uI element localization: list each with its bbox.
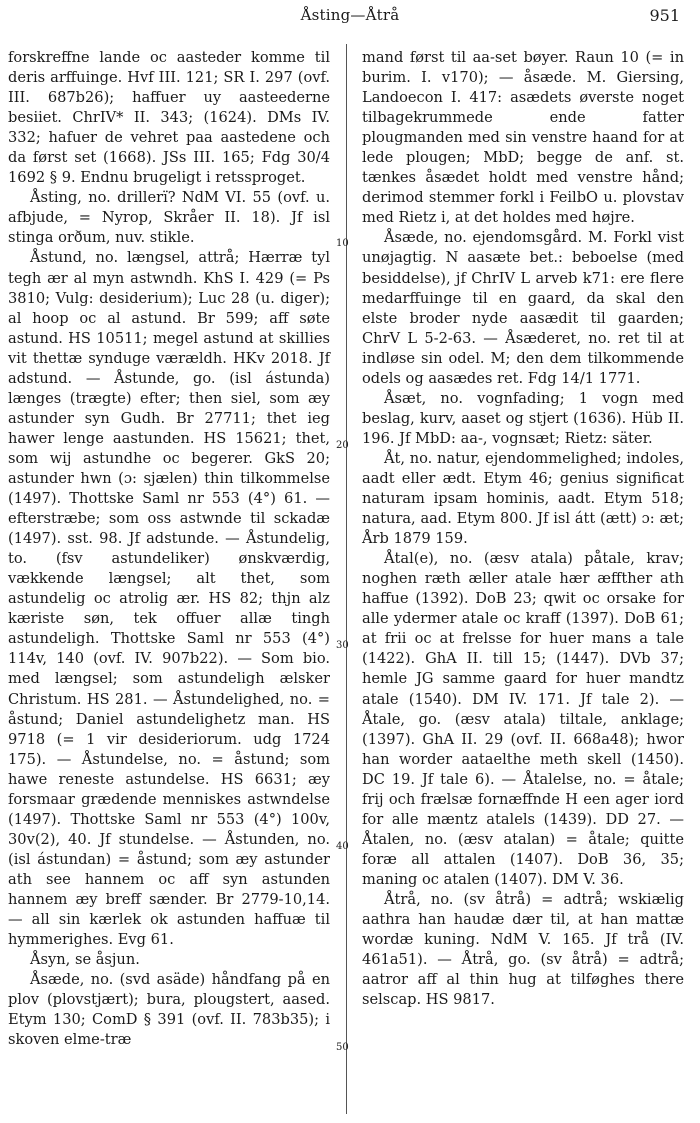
page-title: Åsting—Åtrå <box>300 6 400 24</box>
right-column <box>362 48 684 1010</box>
entry-atra: Åtrå, no. (sv åtrå) = adtrå; wskiælig aathra han haudæ dær til, at han mattæ wordæ kuning. NdM V. 165. Jf trå (IV. 461a51). — Åtrå, go. (sv åtrå) = adtrå; aatror aff al thin hug at tilføghes there selscap. HS 9817. <box>362 890 684 1009</box>
entry-asting: Åsting, no. drillerï? NdM VI. 55 (ovf. u. afbjude, = Nyrop, Skråer II. 18). Jf isl stinga orðum, nuv. stikle. <box>8 189 330 247</box>
entry-paragraph: mand først til aa-set bøyer. Raun 10 (= in burim. I. v170); — åsæde. M. Giersing, Landoecon I. 417: asædets øverste noget tilbagekrummede ende fatter plougmanden med sin venstre haand for at lede plougen; MbD; begge de anf. st. tænkes åsædet holdt med venstre hånd; derimod stemmer forkl i FeilbO u. plovstav med Rietz i, at det holdes med højre. <box>362 49 684 227</box>
line-marker-40: 40 <box>336 841 349 852</box>
entry-asaede-2: Åsæde, no. ejendomsgård. M. Forkl vist unøjagtig. N aasæte bet.: beboelse (med besiddelse), jf ChrIV L arveb k71: ere flere medarffuinge til en gaard, da skal den elste broder nyde aasædit til gaarden; ChrV L 5-2-63. — Åsæderet, no. ret til at indløse sin odel. M; den dem tilkommende odels og aasædes ret. Fdg 14/1 1771. <box>362 229 684 387</box>
entry-paragraph: forskreffne lande oc aasteder komme til deris arffuinge. Hvf III. 121; SR I. 297 (ovf. III. 687b26); haffuer uy aasteederne besiiet. ChrIV* II. 343; (1624). DMs IV. 332; hafuer de vehret paa aastedene och da først set (1668). JSs III. 165; Fdg 30/4 1692 § 9. Endnu brugeligt i retssproget. <box>8 49 330 187</box>
line-marker-30: 30 <box>336 640 349 651</box>
line-marker-20: 20 <box>336 440 349 451</box>
column-divider <box>346 44 347 1114</box>
left-column <box>8 48 330 1050</box>
entry-at: Åt, no. natur, ejendommelighed; indoles, aadt eller ædt. Etym 46; genius significat naturam ipsam hominis, aadt. Etym 518; natura, aad. Etym 800. Jf isl átt (ætt) ɔ: æt; Årb 1879 159. <box>362 449 684 548</box>
entry-asyn: Åsyn, se åsjun. <box>30 951 140 969</box>
line-marker-50: 50 <box>336 1042 349 1053</box>
entry-asaede: Åsæde, no. (svd asäde) håndfang på en plov (plovstjært); bura, plougstert, aased. Etym 130; ComD § 391 (ovf. II. 783b35); i skoven elme-træ <box>8 971 330 1049</box>
entry-asaet: Åsæt, no. vognfading; 1 vogn med beslag, kurv, aaset og stjert (1636). Hüb II. 196. Jf MbD: aa-, vognsæt; Rietz: säter. <box>362 389 684 447</box>
running-header <box>0 6 700 32</box>
page-number: 951 <box>649 6 680 25</box>
entry-astund: Åstund, no. længsel, attrå; Hærræ tyl tegh ær al myn astwndh. KhS I. 429 (= Ps 3810; Vulg: desiderium); Luc 28 (u. diger); al hoop oc al astund. Br 599; aff søte astund. HS 10511; megel astund at skillies vit thettæ synduge værældh. HKv 2018. Jf adstund. — Åstunde, go. (isl ástunda) længes (trægte) efter; then siel, som æy astunder syn Gudh. Br 27711; thet ieg hawer lenge aastunden. HS 15621; thet, som wij astundhe oc begerer. GkS 20; astunder hwn (ɔ: sjælen) thin tilkommelse (1497). Thottske Saml nr 553 (4°) 61. — efterstræbe; som oss astwnde til sckadæ (1497). sst. 98. Jf adstunde. — Åstundelig, to. (fsv astundeliker) ønskværdig, vækkende længsel; alt thet, som astundelig oc atrolig ær. HS 82; thjn alz kæriste søn, tek offuer allæ tingh astundeligh. Thottske Saml nr 553 (4°) 114v, 140 (ovf. IV. 907b22). — Som bio. med længsel; som astundeligh ælsker Christum. HS 281. — Åstundelighed, no. = åstund; Daniel astundelighetz man. HS 9718 (= 1 vir desideriorum. udg 1724 175). — Åstundelse, no. = åstund; som hawe reneste astundelse. HS 6631; æy forsmaar grædende menniskes astwndelse (1497). Thottske Saml nr 553 (4°) 100v, 30v(2), 40. Jf stundelse. — Åstunden, no. (isl ástundan) = åstund; som æy astunder ath see hannem oc aff syn astunden hannem æy breff sænder. Br 2779-10,14. — all sin kærlek ok astunden haffuæ til hymmerighes. Evg 61. <box>8 249 330 949</box>
entry-atale: Åtal(e), no. (æsv atala) påtale, krav; noghen ræth æller atale hær æffther ath haffue (1392). DoB 23; qwit oc orsake for alle ydermer atale oc kraff (1397). DoB 61; at frii oc at frelsse for huer mans a tale (1422). GhA II. till 15; (1447). DVb 37; hemle JG samme gaard for huer mandtz atale (1540). DM IV. 171. Jf tale 2). — Åtale, go. (æsv atala) tiltale, anklage; (1397). GhA II. 29 (ovf. II. 668a48); hwor han worder aataelthe meth skell (1450). DC 19. Jf tale 6). — Åtalelse, no. = åtale; frij och frælsæ fornæffnde H een ager iord for alle mæntz atalels (1439). DD 27. — Åtalen, no. (æsv atalan) = åtale; quitte foræ all attalen (1407). DoB 36, 35; maning oc atalen (1407). DM V. 36. <box>362 550 684 888</box>
line-marker-10: 10 <box>336 238 349 249</box>
